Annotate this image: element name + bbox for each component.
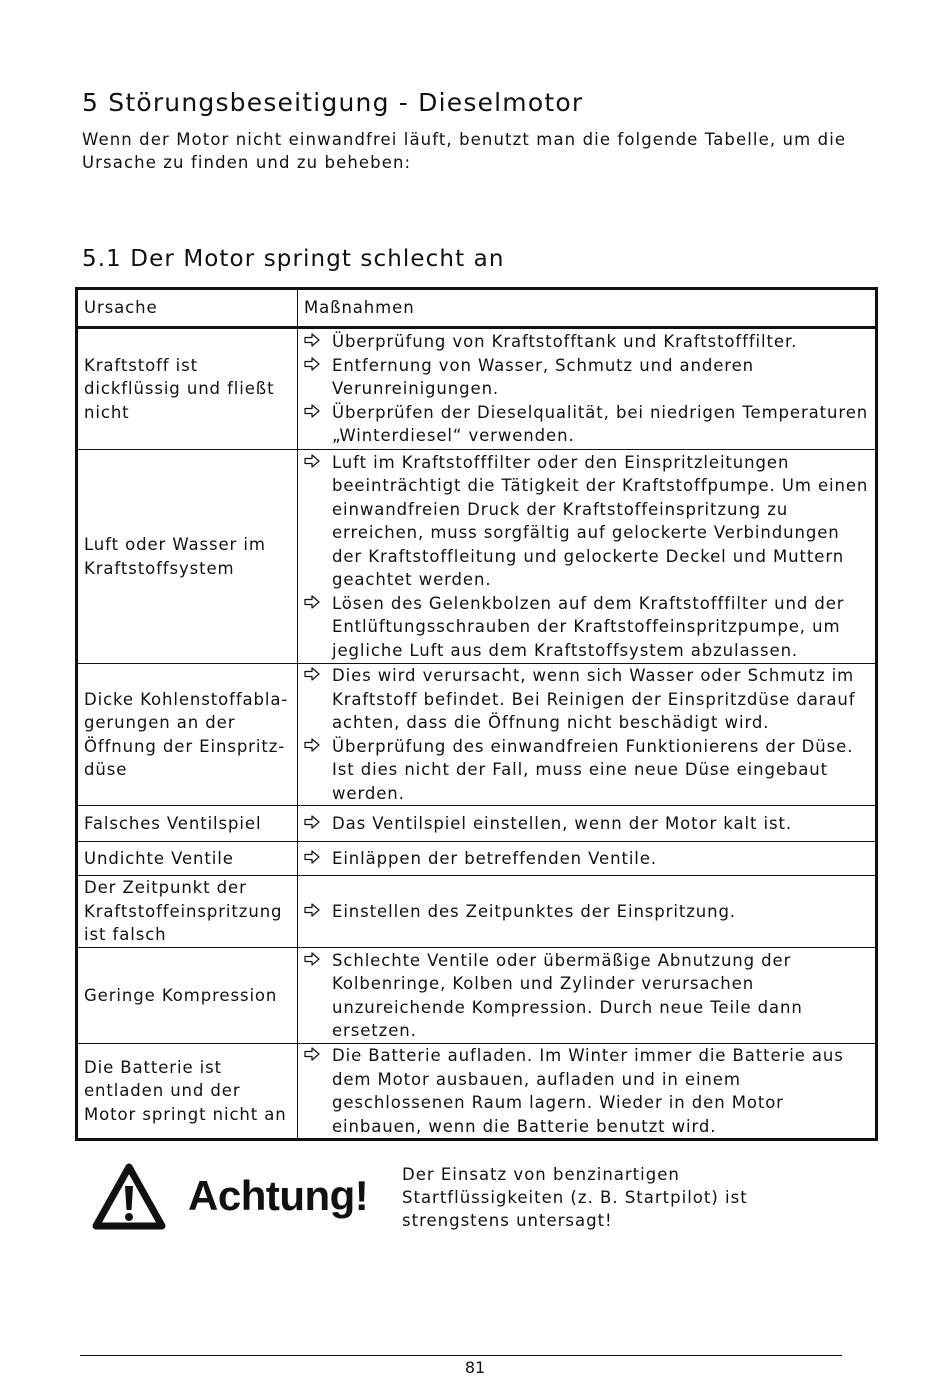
list-item [304, 812, 869, 836]
outline-arrow-icon [304, 664, 324, 688]
cause-text: Motor springt nicht an [84, 1104, 287, 1124]
list-item [304, 735, 869, 806]
cause-cell [77, 1044, 298, 1140]
list-item [304, 592, 869, 663]
cause-cell [77, 664, 298, 806]
warning-line: strengstens untersagt! [402, 1211, 613, 1230]
measures-cell [298, 450, 877, 664]
cause-cell [77, 450, 298, 664]
cause-text: Geringe Kompression [84, 985, 278, 1005]
table-header-row [77, 289, 877, 328]
measure-text: Überprüfen der Dieselqualität, bei niedrigen Temperaturen „Winterdiesel“ verwenden. [332, 402, 869, 446]
cause-cell [77, 328, 298, 450]
cause-text: ist falsch [84, 925, 167, 945]
cause-cell [77, 948, 298, 1044]
measures-list [304, 900, 869, 924]
measure-text: Schlechte Ventile oder übermäßige Abnutzung der Kolbenringe, Kolben und Zylinder verursachen unzureichende Kompression. Durch neue Teile dann ersetzen. [332, 950, 803, 1040]
cause-text: entladen und der [84, 1081, 241, 1101]
measures-cell [298, 1044, 877, 1140]
outline-arrow-icon [304, 451, 324, 475]
measures-cell [298, 328, 877, 450]
cause-text: Dicke Kohlenstoffabla- [84, 689, 289, 709]
measure-text: Überprüfung von Kraftstofftank und Kraftstofffilter. [332, 332, 798, 352]
measures-list [304, 812, 869, 836]
measure-text: Überprüfung des einwandfreien Funktionierens der Düse. Ist dies nicht der Fall, muss eine neue Düse eingebaut werden. [332, 736, 854, 803]
measure-text: Lösen des Gelenkbolzen auf dem Kraftstofffilter und der Entlüftungsschrauben der Kraftstoffeinspritzpumpe, um jegliche Luft aus dem Kraftstoffsystem abzulassen. [332, 593, 845, 660]
outline-arrow-icon [304, 900, 324, 924]
measure-text: Dies wird verursacht, wenn sich Wasser oder Schmutz im Kraftstoff befindet. Bei Reinigen der Einspritzdüse darauf achten, dass die Öffnung nicht beschädigt wird. [332, 666, 856, 732]
cause-text: Falsches Ventilspiel [84, 813, 262, 833]
list-item [304, 451, 869, 592]
measures-cell [298, 842, 877, 876]
table-body [77, 328, 877, 1140]
measure-text: Entfernung von Wasser, Schmutz und anderen Verunreinigungen. [332, 355, 755, 399]
cause-text: düse [84, 760, 128, 779]
measures-list [304, 664, 869, 805]
cause-text: nicht [84, 402, 130, 422]
footer-divider [80, 1355, 842, 1356]
table-row [77, 328, 877, 450]
table-row [77, 948, 877, 1044]
measures-cell [298, 876, 877, 948]
measures-list [304, 847, 869, 871]
measures-cell [298, 948, 877, 1044]
list-item [304, 847, 869, 871]
outline-arrow-icon [304, 812, 324, 836]
outline-arrow-icon [304, 401, 324, 425]
outline-arrow-icon [304, 354, 324, 378]
cause-text: dickflüssig und fließt [84, 379, 275, 399]
measure-text: Das Ventilspiel einstellen, wenn der Motor kalt ist. [332, 813, 792, 833]
section-heading: 5.1 Der Motor springt schlecht an [82, 246, 505, 272]
cause-text: Kraftstoffeinspritzung [84, 901, 283, 921]
page-heading: 5 Störungsbeseitigung - Dieselmotor [82, 88, 584, 117]
outline-arrow-icon [304, 592, 324, 616]
measures-list [304, 1044, 869, 1138]
outline-arrow-icon [304, 1044, 324, 1068]
list-item [304, 1044, 869, 1138]
table-row [77, 450, 877, 664]
measures-list [304, 451, 869, 663]
measure-text: Einstellen des Zeitpunktes der Einspritzung. [332, 901, 737, 921]
list-item [304, 354, 869, 401]
header-measures: Maßnahmen [298, 289, 877, 328]
cause-cell [77, 806, 298, 842]
cause-text: Kraftstoffsystem [84, 558, 235, 578]
table-row [77, 806, 877, 842]
cause-text: Kraftstoff ist [84, 355, 198, 375]
outline-arrow-icon [304, 735, 324, 759]
measures-list [304, 330, 869, 448]
table-row [77, 876, 877, 948]
cause-text: Öffnung der Einspritz- [84, 736, 286, 756]
cause-text: Luft oder Wasser im [84, 535, 266, 554]
page-number: 81 [464, 1358, 486, 1377]
measures-cell [298, 806, 877, 842]
outline-arrow-icon [304, 949, 324, 973]
warning-line: Der Einsatz von benzinartigen [402, 1165, 680, 1184]
outline-arrow-icon [304, 330, 324, 354]
list-item [304, 664, 869, 735]
cause-text: Der Zeitpunkt der [84, 878, 247, 898]
list-item [304, 401, 869, 448]
warning-line: Startflüssigkeiten (z. B. Startpilot) ist [402, 1188, 748, 1207]
table-row [77, 664, 877, 806]
table-row [77, 1044, 877, 1140]
warning-triangle-icon [92, 1162, 166, 1232]
warning-title: Achtung! [188, 1172, 369, 1219]
warning-text [402, 1163, 782, 1232]
list-item [304, 330, 869, 354]
cause-cell [77, 876, 298, 948]
cause-text: Undichte Ventile [84, 848, 234, 868]
cause-text: gerungen an der [84, 713, 236, 732]
cause-cell [77, 842, 298, 876]
measures-cell [298, 664, 877, 806]
measure-text: Die Batterie aufladen. Im Winter immer die Batterie aus dem Motor ausbauen, aufladen und in einem geschlossenen Raum lagern. Wieder in den Motor einbauen, wenn die Batterie benutzt wird. [332, 1046, 844, 1136]
list-item [304, 949, 869, 1043]
header-cause: Ursache [77, 289, 298, 328]
intro-paragraph: Wenn der Motor nicht einwandfrei läuft, benutzt man die folgende Tabelle, um die Ursache zu finden und zu beheben: [82, 130, 847, 172]
measure-text: Einläppen der betreffenden Ventile. [332, 848, 657, 868]
list-item [304, 900, 869, 924]
cause-text: Die Batterie ist [84, 1057, 223, 1077]
troubleshooting-table [75, 287, 878, 1141]
measures-list [304, 949, 869, 1043]
measure-text: Luft im Kraftstofffilter oder den Einspritzleitungen beeinträchtigt die Tätigkeit der Kraftstoffpumpe. Um einen einwandfreien Druck der Kraftstoffeinspritzung zu erreichen, muss sorgfältig auf gelockerte Verbindungen der Kraftstoffleitung und gelockerte Deckel und Muttern geachtet werden. [332, 452, 869, 590]
outline-arrow-icon [304, 847, 324, 871]
table-row [77, 842, 877, 876]
